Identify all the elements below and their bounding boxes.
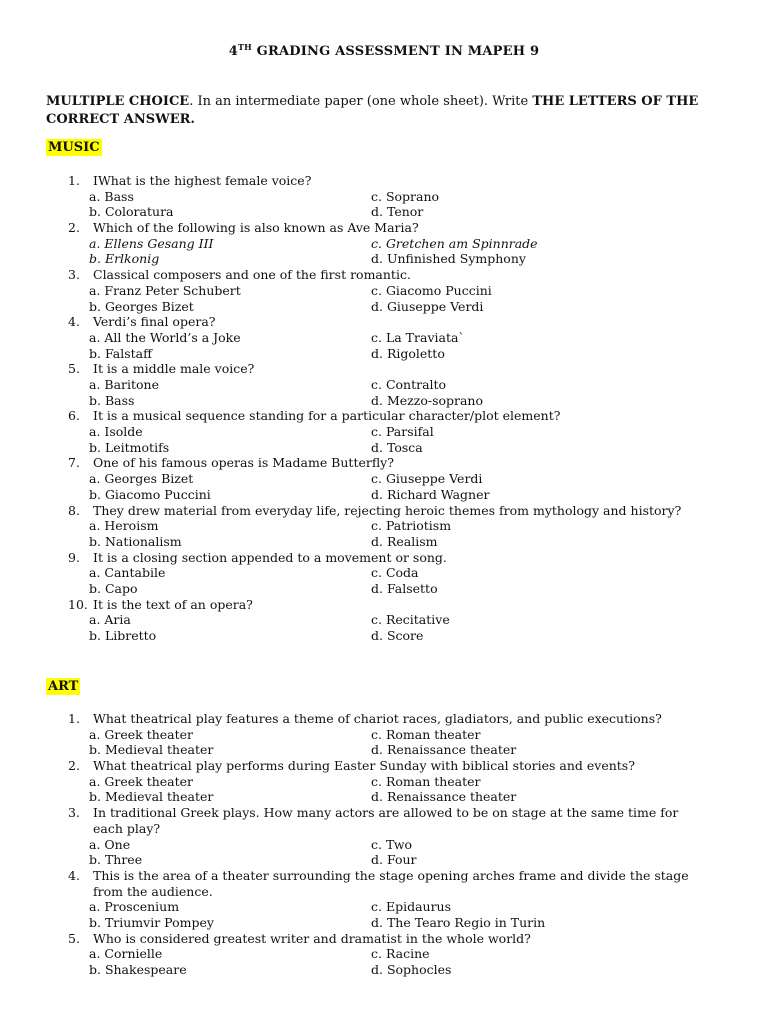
question-text: It is the text of an opera? bbox=[93, 596, 253, 612]
question-text: They drew material from everyday life, rejecting heroic themes from mythology and history? bbox=[93, 502, 682, 518]
options-row bbox=[0, 440, 768, 456]
answer-option: a. Ellens Gesang III bbox=[89, 235, 214, 251]
answer-option: c. Racine bbox=[371, 946, 430, 962]
music-question-1 bbox=[0, 173, 768, 220]
answer-option: b. Giacomo Puccini bbox=[89, 486, 211, 502]
answer-option: a. Aria bbox=[89, 612, 131, 628]
answer-option: d. Rigoletto bbox=[371, 345, 445, 361]
answer-option: c. Giuseppe Verdi bbox=[371, 471, 483, 487]
options-row bbox=[0, 789, 768, 805]
options-row bbox=[0, 742, 768, 758]
question-number: 1. bbox=[68, 711, 80, 726]
options-row bbox=[0, 727, 768, 743]
section-label-music: MUSIC bbox=[48, 140, 100, 155]
answer-option: a. Bass bbox=[89, 188, 134, 204]
question-text: This is the area of a theater surrounding the stage opening arches frame and divide the stage from the audience. bbox=[93, 867, 689, 899]
options-row bbox=[0, 189, 768, 205]
options-row bbox=[0, 899, 768, 915]
question-text: Verdi’s final opera? bbox=[93, 314, 216, 330]
answer-option: d. Renaissance theater bbox=[371, 789, 517, 805]
question-number: 9. bbox=[68, 549, 80, 565]
question-number: 1. bbox=[68, 173, 80, 188]
music-question-list bbox=[0, 173, 768, 644]
answer-option: c. Two bbox=[371, 836, 413, 852]
answer-option: b. Medieval theater bbox=[89, 742, 214, 758]
options-row bbox=[0, 962, 768, 978]
options-row bbox=[0, 393, 768, 409]
options-row bbox=[0, 283, 768, 299]
answer-option: a. Baritone bbox=[89, 377, 160, 393]
options-row bbox=[0, 236, 768, 252]
options-row bbox=[0, 581, 768, 597]
answer-option: a. Cantabile bbox=[89, 565, 166, 581]
answer-option: c. Giacomo Puccini bbox=[371, 282, 492, 298]
music-question-7 bbox=[0, 455, 768, 502]
options-row bbox=[0, 774, 768, 790]
options-row bbox=[0, 518, 768, 534]
music-question-10 bbox=[0, 597, 768, 644]
answer-option: b. Bass bbox=[89, 392, 135, 408]
answer-option: d. Mezzo-soprano bbox=[371, 392, 484, 408]
art-question-2 bbox=[0, 758, 768, 805]
art-question-5 bbox=[0, 931, 768, 978]
answer-option: d. Score bbox=[371, 628, 424, 644]
options-row bbox=[0, 204, 768, 220]
options-row bbox=[0, 628, 768, 644]
music-question-2 bbox=[0, 220, 768, 267]
answer-option: d. Renaissance theater bbox=[371, 742, 517, 758]
question-number: 2. bbox=[68, 758, 80, 774]
answer-option: d. Four bbox=[371, 852, 417, 868]
options-row bbox=[0, 565, 768, 581]
answer-option: b. Erlkonig bbox=[89, 251, 160, 267]
answer-option: b. Triumvir Pompey bbox=[89, 915, 214, 931]
options-row bbox=[0, 424, 768, 440]
answer-option: c. La Traviata` bbox=[371, 329, 465, 345]
answer-option: d. Richard Wagner bbox=[371, 486, 490, 502]
answer-option: a. Isolde bbox=[89, 424, 143, 440]
answer-option: d. Realism bbox=[371, 533, 438, 549]
answer-option: a. Heroism bbox=[89, 518, 159, 534]
answer-option: b. Georges Bizet bbox=[89, 298, 194, 314]
answer-option: b. Nationalism bbox=[89, 533, 182, 549]
options-row bbox=[0, 946, 768, 962]
instructions bbox=[46, 93, 726, 129]
answer-option: c. Patriotism bbox=[371, 518, 452, 534]
question-text: It is a closing section appended to a movement or song. bbox=[93, 549, 447, 565]
instructions-lead: MULTIPLE CHOICE bbox=[46, 94, 190, 109]
answer-option: a. Proscenium bbox=[89, 899, 180, 915]
instructions-tail: THE LETTERS OF THE CORRECT ANSWER. bbox=[46, 94, 699, 127]
question-number: 3. bbox=[68, 267, 80, 283]
instructions-text: . In an intermediate paper (one whole sheet). Write bbox=[189, 94, 533, 109]
question-number: 10. bbox=[68, 596, 88, 612]
music-question-6 bbox=[0, 408, 768, 455]
music-question-8 bbox=[0, 503, 768, 550]
options-row bbox=[0, 330, 768, 346]
question-number: 5. bbox=[68, 361, 80, 377]
answer-option: c. Contralto bbox=[371, 377, 447, 393]
title-prefix: 4 bbox=[228, 44, 239, 59]
art-question-4 bbox=[0, 868, 768, 931]
options-row bbox=[0, 612, 768, 628]
question-text: What theatrical play features a theme of chariot races, gladiators, and public executions? bbox=[93, 711, 662, 726]
answer-option: b. Three bbox=[89, 852, 143, 868]
answer-option: d. Unfinished Symphony bbox=[371, 251, 526, 267]
music-question-4 bbox=[0, 314, 768, 361]
answer-option: c. Roman theater bbox=[371, 726, 481, 742]
answer-option: c. Gretchen am Spinnrade bbox=[371, 235, 538, 251]
answer-option: c. Epidaurus bbox=[371, 899, 452, 915]
title-superscript: TH bbox=[238, 42, 252, 52]
answer-option: d. Tenor bbox=[371, 204, 424, 220]
options-row bbox=[0, 487, 768, 503]
answer-option: c. Parsifal bbox=[371, 424, 434, 440]
answer-option: b. Capo bbox=[89, 581, 138, 597]
art-question-3 bbox=[0, 805, 768, 868]
options-row bbox=[0, 837, 768, 853]
question-text: It is a middle male voice? bbox=[93, 361, 255, 377]
music-question-9 bbox=[0, 550, 768, 597]
answer-option: c. Roman theater bbox=[371, 773, 481, 789]
answer-option: c. Coda bbox=[371, 565, 419, 581]
answer-option: d. The Tearo Regio in Turin bbox=[371, 915, 546, 931]
options-row bbox=[0, 251, 768, 267]
question-number: 4. bbox=[68, 867, 80, 883]
answer-option: d. Giuseppe Verdi bbox=[371, 298, 484, 314]
music-question-3 bbox=[0, 267, 768, 314]
answer-option: d. Falsetto bbox=[371, 581, 438, 597]
options-row bbox=[0, 299, 768, 315]
answer-option: a. Greek theater bbox=[89, 773, 194, 789]
question-number: 4. bbox=[68, 314, 80, 330]
answer-option: a. All the World’s a Joke bbox=[89, 329, 241, 345]
answer-option: d. Sophocles bbox=[371, 962, 452, 978]
answer-option: d. Tosca bbox=[371, 439, 423, 455]
answer-option: c. Recitative bbox=[371, 612, 450, 628]
answer-option: c. Soprano bbox=[371, 188, 440, 204]
answer-option: a. Greek theater bbox=[89, 726, 194, 742]
music-question-5 bbox=[0, 361, 768, 408]
answer-option: a. Georges Bizet bbox=[89, 471, 194, 487]
answer-option: b. Falstaff bbox=[89, 345, 152, 361]
options-row bbox=[0, 852, 768, 868]
question-text: One of his famous operas is Madame Butterfly? bbox=[93, 455, 394, 471]
answer-option: a. One bbox=[89, 836, 131, 852]
question-number: 7. bbox=[68, 455, 80, 471]
options-row bbox=[0, 346, 768, 362]
options-row bbox=[0, 471, 768, 487]
question-number: 5. bbox=[68, 930, 80, 946]
question-text: Classical composers and one of the first romantic. bbox=[93, 267, 411, 283]
options-row bbox=[0, 915, 768, 931]
question-text: In traditional Greek plays. How many actors are allowed to be on stage at the same time for each play? bbox=[93, 805, 679, 836]
answer-option: b. Shakespeare bbox=[89, 962, 187, 978]
options-row bbox=[0, 377, 768, 393]
question-text: Who is considered greatest writer and dramatist in the whole world? bbox=[93, 930, 531, 946]
question-number: 8. bbox=[68, 502, 80, 518]
title-rest: GRADING ASSESSMENT IN MAPEH 9 bbox=[251, 44, 540, 59]
answer-option: b. Libretto bbox=[89, 628, 157, 644]
options-row bbox=[0, 534, 768, 550]
answer-option: a. Cornielle bbox=[89, 946, 163, 962]
answer-option: b. Leitmotifs bbox=[89, 439, 170, 455]
question-text: Which of the following is also known as Ave Maria? bbox=[93, 220, 419, 236]
answer-option: a. Franz Peter Schubert bbox=[89, 282, 241, 298]
question-number: 3. bbox=[68, 805, 80, 821]
question-number: 6. bbox=[68, 408, 80, 424]
question-number: 2. bbox=[68, 220, 80, 236]
art-question-list bbox=[0, 711, 768, 978]
art-question-1 bbox=[0, 711, 768, 758]
question-text: What theatrical play performs during Easter Sunday with biblical stories and events? bbox=[93, 758, 635, 774]
section-label-art: ART bbox=[48, 679, 79, 694]
question-text: It is a musical sequence standing for a particular character/plot element? bbox=[93, 408, 561, 424]
question-text: IWhat is the highest female voice? bbox=[93, 173, 312, 188]
page-title bbox=[0, 42, 768, 59]
answer-option: b. Medieval theater bbox=[89, 789, 214, 805]
answer-option: b. Coloratura bbox=[89, 204, 174, 220]
